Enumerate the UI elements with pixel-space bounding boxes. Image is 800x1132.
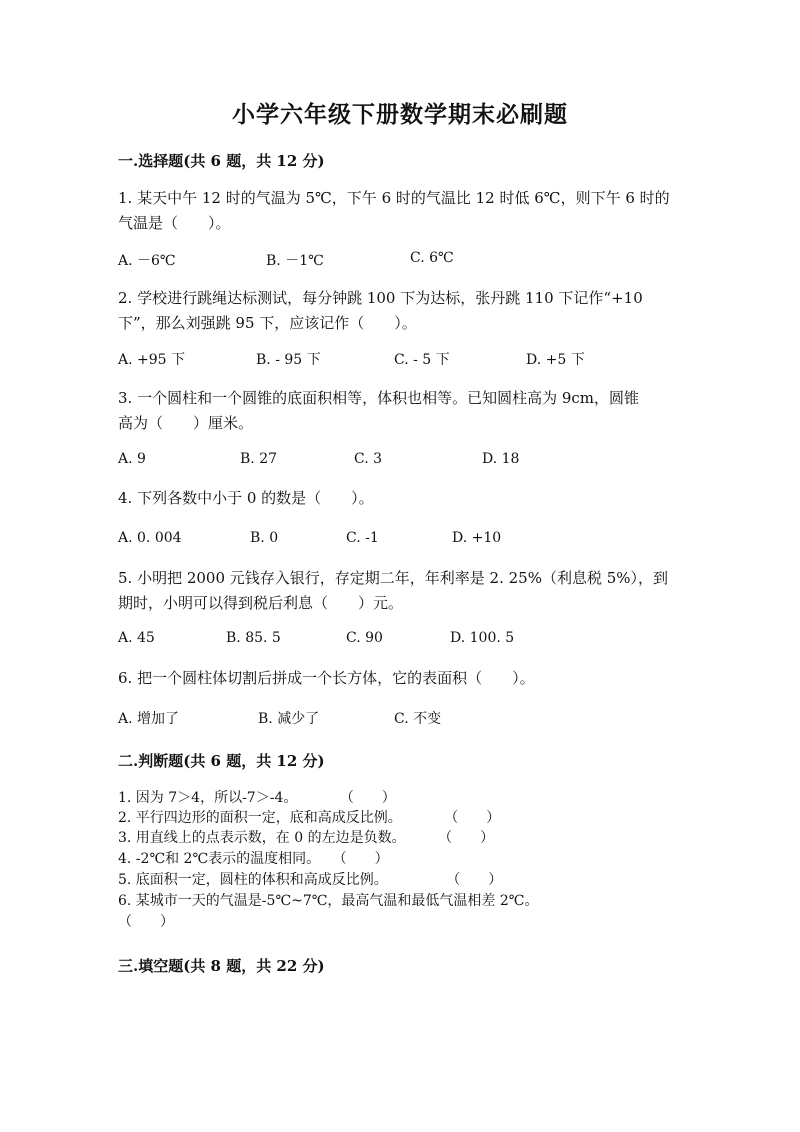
question-4	[118, 486, 698, 511]
option-a: A. +95 下	[118, 352, 186, 368]
question-1	[118, 186, 698, 236]
option-d: D. 100. 5	[450, 630, 515, 646]
question-5-line-1: 5. 小明把 2000 元钱存入银行，存定期二年，年利率是 2. 25%（利息税 5%），到	[118, 569, 669, 587]
option-b: B. 27	[240, 451, 278, 467]
question-5	[118, 566, 698, 616]
option-d: D. +10	[452, 530, 502, 546]
question-6-options	[118, 708, 698, 730]
judgement-item-text: 5. 底面积一定，圆柱的体积和高成反比例。	[118, 872, 388, 888]
section-header-judgement: 二.判断题(共 6 题，共 12 分)	[118, 752, 325, 770]
question-3-options	[118, 451, 698, 473]
question-4-options	[118, 530, 698, 552]
question-2-line-1: 2. 学校进行跳绳达标测试，每分钟跳 100 下为达标，张丹跳 110 下记作“+10	[118, 289, 643, 307]
question-2-line-2: 下”，那么刘强跳 95 下，应该记作（ ）。	[118, 314, 417, 332]
question-1-line-2: 气温是（ ）。	[118, 214, 231, 232]
option-c: C. -1	[346, 530, 379, 546]
option-b: B. －1℃	[266, 253, 324, 269]
judgement-item-2	[118, 809, 500, 827]
section-header-choice: 一.选择题(共 6 题，共 12 分)	[118, 152, 325, 170]
option-b: B. - 95 下	[256, 352, 321, 368]
question-1-options	[118, 250, 698, 272]
option-d: D. 18	[482, 451, 520, 467]
option-c: C. - 5 下	[394, 352, 450, 368]
option-c: C. 6℃	[410, 250, 454, 266]
question-2-options	[118, 349, 698, 371]
judgement-item-text: 3. 用直线上的点表示数，在 0 的左边是负数。	[118, 830, 406, 846]
option-a: A. －6℃	[118, 253, 176, 269]
question-4-line-1: 4. 下列各数中小于 0 的数是（ ）。	[118, 489, 374, 507]
option-c: C. 90	[346, 630, 383, 646]
option-a: A. 增加了	[118, 711, 180, 727]
option-a: A. 45	[118, 630, 155, 646]
judgement-item-6	[118, 892, 538, 910]
question-3	[118, 386, 698, 436]
answer-blank[interactable]: （ ）	[438, 830, 495, 846]
judgement-item-1	[118, 789, 396, 807]
option-b: B. 减少了	[258, 711, 320, 727]
option-c: C. 不变	[394, 711, 442, 727]
question-3-line-2: 高为（ ）厘米。	[118, 414, 254, 432]
judgement-item-text: 6. 某城市一天的气温是-5℃~7℃，最高气温和最低气温相差 2℃。	[118, 893, 539, 909]
question-5-line-2: 期时，小明可以得到税后利息（ ）元。	[118, 594, 404, 612]
option-a: A. 9	[118, 451, 146, 467]
option-b: B. 85. 5	[226, 630, 281, 646]
section-header-fill-blank: 三.填空题(共 8 题，共 22 分)	[118, 957, 325, 975]
answer-blank[interactable]: （ ）	[444, 810, 501, 826]
judgement-item-text: 2. 平行四边形的面积一定，底和高成反比例。	[118, 810, 402, 826]
question-6-line-1: 6. 把一个圆柱体切割后拼成一个长方体，它的表面积（ ）。	[118, 669, 535, 687]
question-5-options	[118, 630, 698, 652]
judgement-item-3	[118, 829, 494, 847]
page-title: 小学六年级下册数学期末必刷题	[232, 101, 568, 128]
judgement-item-4	[118, 850, 389, 868]
option-c: C. 3	[354, 451, 383, 467]
question-2	[118, 286, 698, 336]
option-a: A. 0. 004	[118, 530, 182, 546]
option-d: D. +5 下	[526, 352, 585, 368]
judgement-item-text: 1. 因为 7＞4，所以-7＞-4。	[118, 790, 298, 806]
answer-blank[interactable]: （ ）	[446, 872, 503, 888]
judgement-item-5	[118, 871, 502, 889]
question-6	[118, 666, 698, 691]
question-1-line-1: 1. 某天中午 12 时的气温为 5℃，下午 6 时的气温比 12 时低 6℃，则下午 6 时的	[118, 189, 670, 207]
answer-blank[interactable]: （ ）	[118, 914, 174, 930]
option-b: B. 0	[250, 530, 279, 546]
judgement-item-6-blank-line	[118, 913, 174, 931]
answer-blank[interactable]: （ ）	[339, 790, 396, 806]
judgement-item-text: 4. -2℃和 2℃表示的温度相同。	[118, 851, 321, 867]
answer-blank[interactable]: （ ）	[332, 851, 389, 867]
question-3-line-1: 3. 一个圆柱和一个圆锥的底面积相等，体积也相等。已知圆柱高为 9cm，圆锥	[118, 389, 640, 407]
